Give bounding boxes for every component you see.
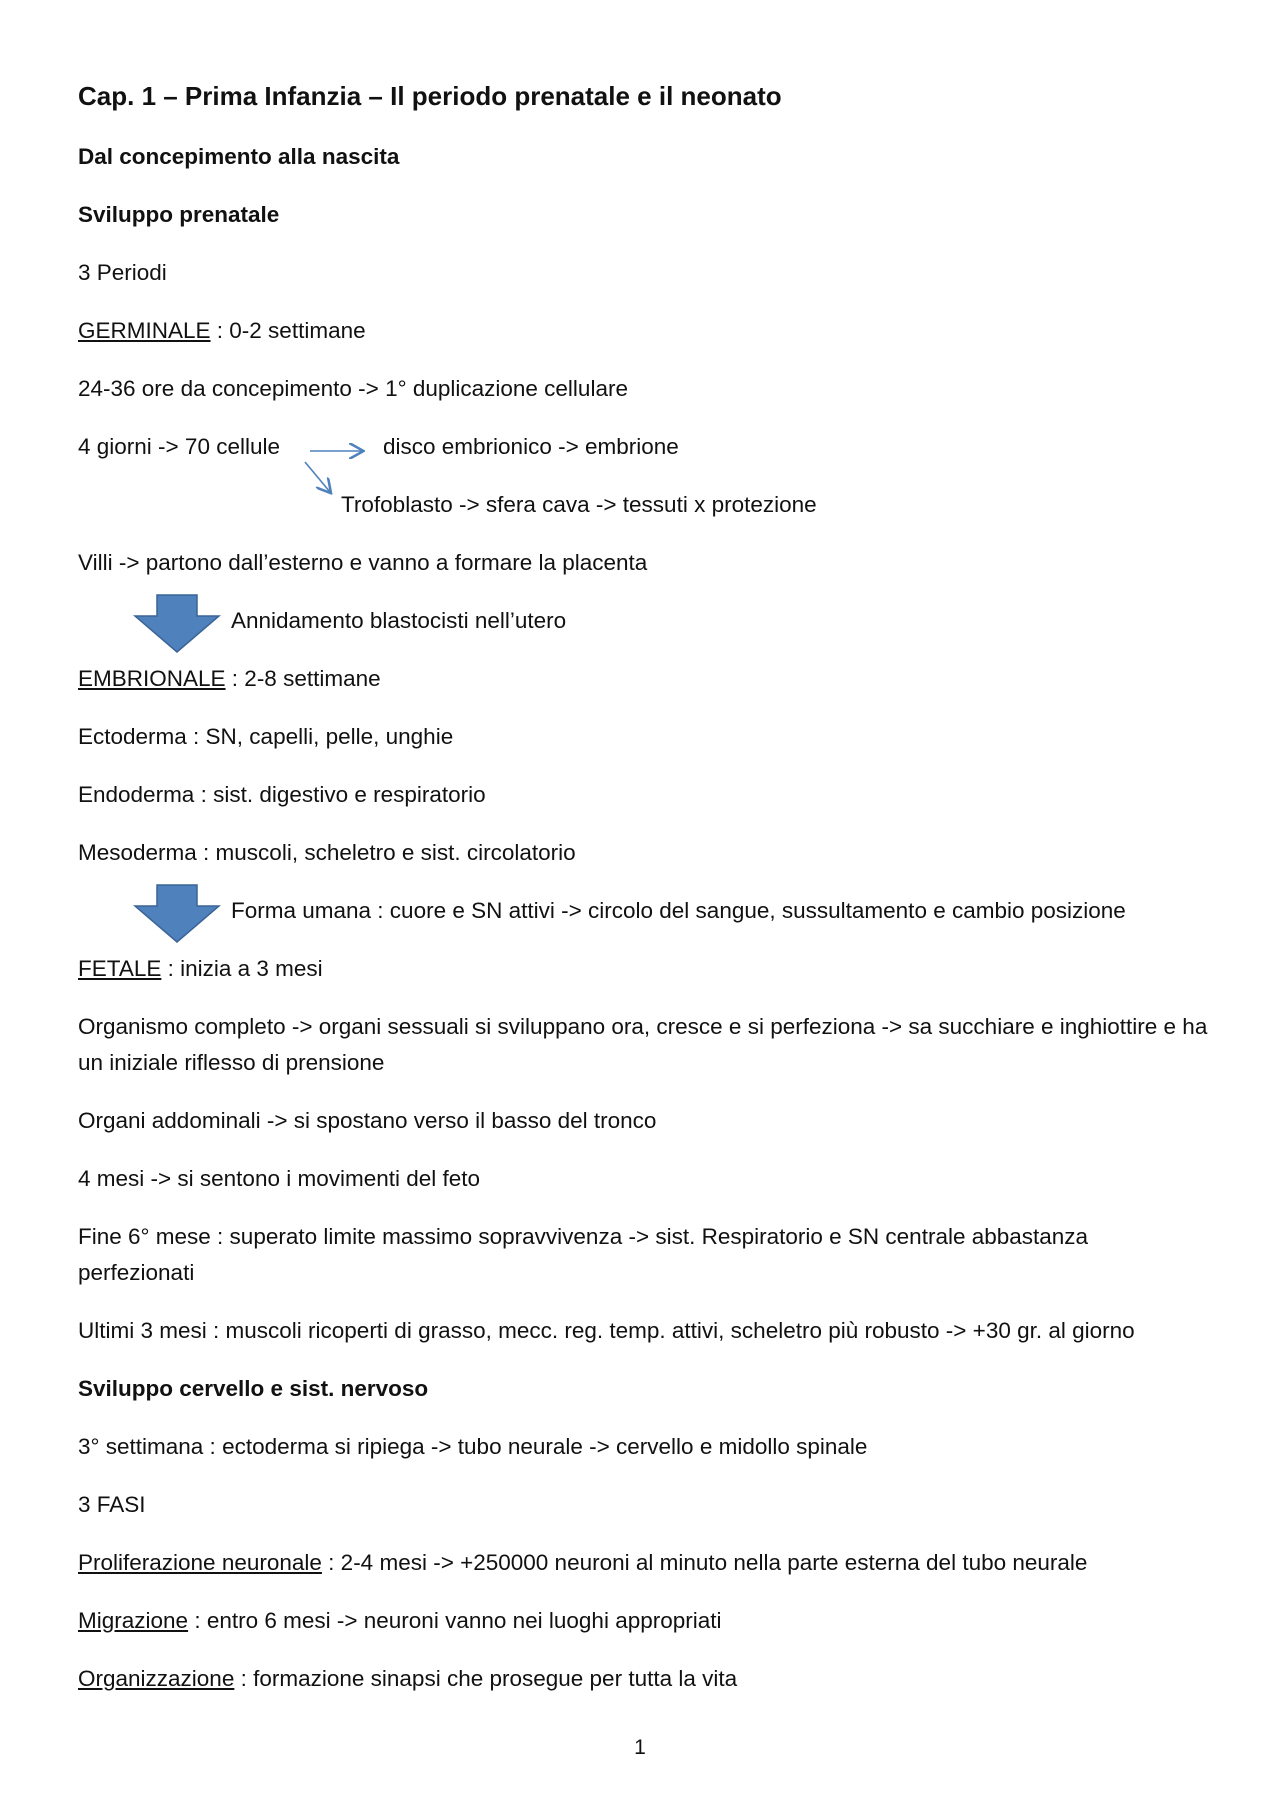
fetale-label: FETALE [78, 956, 162, 981]
heading-sviluppo-prenatale: Sviluppo prenatale [78, 202, 280, 227]
heading-concepimento: Dal concepimento alla nascita [78, 144, 400, 169]
terza-settimana-line: 3° settimana : ectoderma si ripiega -> tubo neurale -> cervello e midollo spinale [78, 1434, 868, 1459]
organismo-paragraph: Organismo completo -> organi sessuali si sviluppano ora, cresce e si perfeziona -> sa succhiare e inghiottire e ha un iniziale riflesso di prensione [78, 1014, 1208, 1075]
fasi-line: 3 FASI [78, 1492, 146, 1517]
migrazione-text: : entro 6 mesi -> neuroni vanno nei luoghi appropriati [188, 1608, 722, 1633]
endoderma-line: Endoderma : sist. digestivo e respiratorio [78, 782, 486, 807]
embrionale-label: EMBRIONALE [78, 666, 226, 691]
forma-umana-line: Forma umana : cuore e SN attivi -> circolo del sangue, sussultamento e cambio posizione [231, 898, 1126, 923]
periods-line: 3 Periodi [78, 260, 167, 285]
migrazione-label: Migrazione [78, 1608, 189, 1633]
line-4-giorni: 4 giorni -> 70 cellule [78, 434, 280, 459]
heading-cervello: Sviluppo cervello e sist. nervoso [78, 1376, 429, 1401]
organizzazione-line [78, 1661, 737, 1697]
fine-sesto-paragraph: Fine 6° mese : superato limite massimo sopravvivenza -> sist. Respiratorio e SN centrale abbastanza perfezionati [78, 1224, 1089, 1285]
proliferazione-label: Proliferazione neuronale [78, 1550, 322, 1575]
germinale-line [78, 313, 366, 349]
embrionale-line [78, 661, 381, 697]
ectoderma-line: Ectoderma : SN, capelli, pelle, unghie [78, 724, 454, 749]
organi-addominali-line: Organi addominali -> si spostano verso il basso del tronco [78, 1108, 657, 1133]
page-number: 1 [634, 1736, 646, 1759]
fetale-text: : inizia a 3 mesi [161, 956, 323, 981]
line-24-36: 24-36 ore da concepimento -> 1° duplicazione cellulare [78, 376, 628, 401]
ultimi-tre-line: Ultimi 3 mesi : muscoli ricoperti di grasso, mecc. reg. temp. attivi, scheletro più robusto -> +30 gr. al giorno [78, 1318, 1135, 1343]
annidamento-line: Annidamento blastocisti nell’utero [231, 608, 567, 633]
proliferazione-line [78, 1545, 1087, 1581]
page-title: Cap. 1 – Prima Infanzia – Il periodo prenatale e il neonato [78, 81, 782, 111]
mesoderma-line: Mesoderma : muscoli, scheletro e sist. circolatorio [78, 840, 576, 865]
quattro-mesi-line: 4 mesi -> si sentono i movimenti del feto [78, 1166, 481, 1191]
branch-disco: disco embrionico -> embrione [383, 434, 679, 459]
down-arrow-icon [133, 594, 221, 654]
fetale-line [78, 951, 323, 987]
villi-line: Villi -> partono dall’esterno e vanno a formare la placenta [78, 550, 648, 575]
organizzazione-text: : formazione sinapsi che prosegue per tutta la vita [234, 1666, 738, 1691]
migrazione-line [78, 1603, 722, 1639]
germinale-text: : 0-2 settimane [210, 318, 366, 343]
germinale-label: GERMINALE [78, 318, 211, 343]
organizzazione-label: Organizzazione [78, 1666, 235, 1691]
branch-trofoblasto: Trofoblasto -> sfera cava -> tessuti x protezione [341, 492, 817, 517]
embrionale-text: : 2-8 settimane [225, 666, 381, 691]
down-arrow-icon [133, 884, 221, 944]
proliferazione-text: : 2-4 mesi -> +250000 neuroni al minuto nella parte esterna del tubo neurale [321, 1550, 1088, 1575]
